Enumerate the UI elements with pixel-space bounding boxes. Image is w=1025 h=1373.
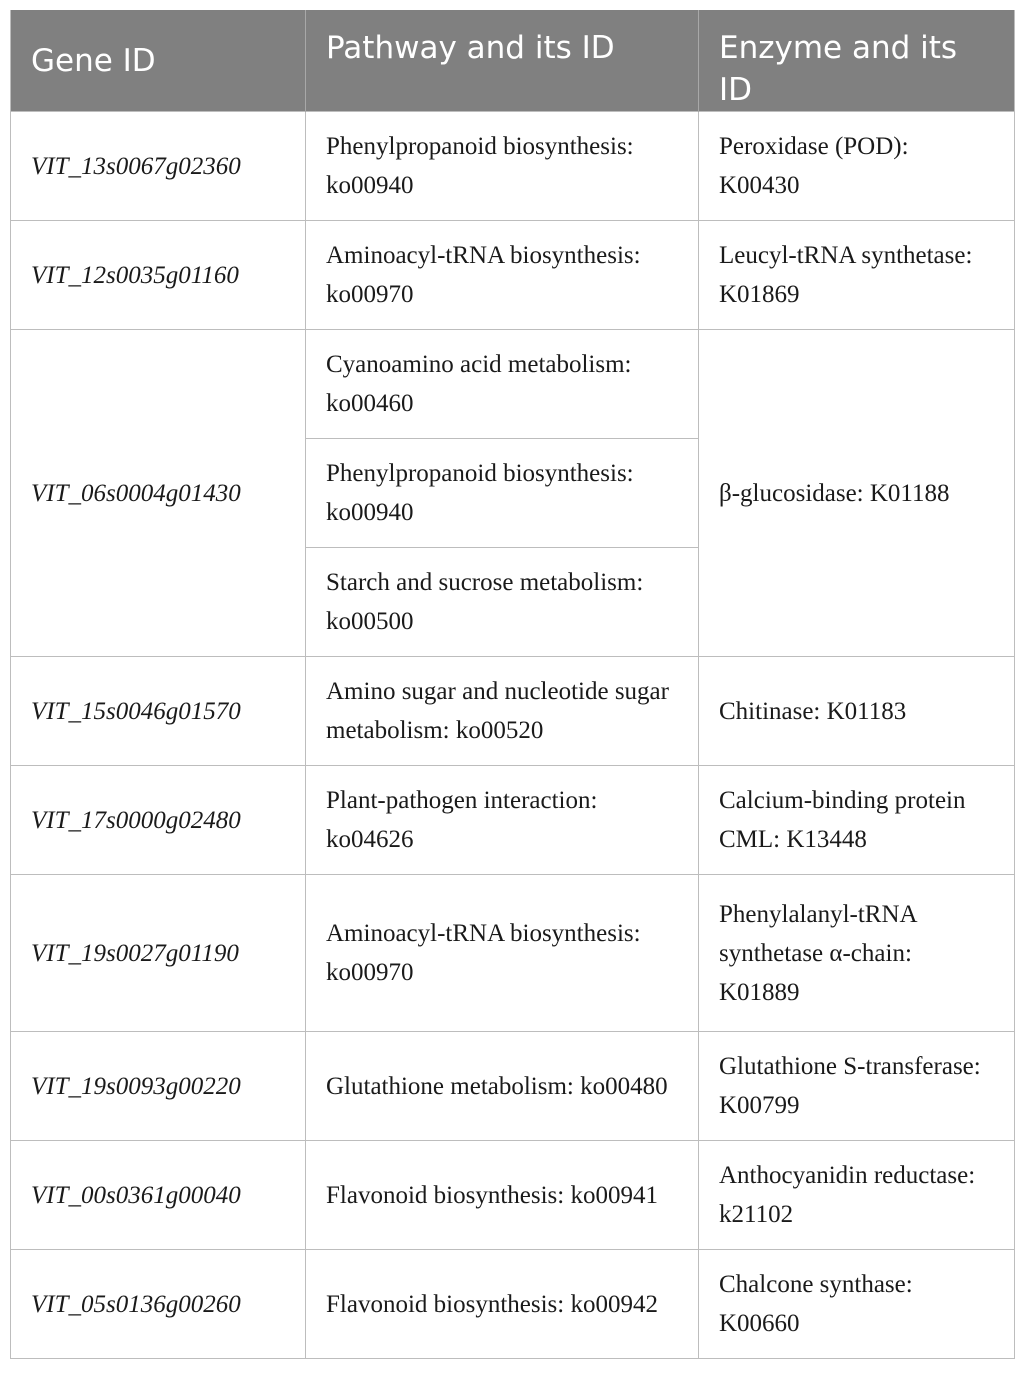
enzyme-cell: Glutathione S-transferase: K00799 xyxy=(699,1032,1015,1141)
enzyme-cell: Anthocyanidin reductase: k21102 xyxy=(699,1141,1015,1250)
enzyme-cell: Peroxidase (POD): K00430 xyxy=(699,112,1015,221)
pathway-cell: Starch and sucrose metabolism: ko00500 xyxy=(306,548,699,657)
table-row xyxy=(11,1032,1015,1141)
gene-id-cell: VIT_13s0067g02360 xyxy=(11,112,306,221)
header-pathway: Pathway and its ID xyxy=(306,10,699,112)
pathway-cell: Flavonoid biosynthesis: ko00941 xyxy=(306,1141,699,1250)
enzyme-cell: Chitinase: K01183 xyxy=(699,657,1015,766)
gene-id-cell: VIT_17s0000g02480 xyxy=(11,766,306,875)
table-row xyxy=(11,1250,1015,1359)
gene-id-cell: VIT_00s0361g00040 xyxy=(11,1141,306,1250)
table-row xyxy=(11,112,1015,221)
pathway-cell: Cyanoamino acid metabolism: ko00460 xyxy=(306,330,699,439)
gene-pathway-table xyxy=(10,10,1015,1359)
pathway-cell: Phenylpropanoid biosynthesis: ko00940 xyxy=(306,439,699,548)
gene-id-cell: VIT_12s0035g01160 xyxy=(11,221,306,330)
pathway-cell: Phenylpropanoid biosynthesis: ko00940 xyxy=(306,112,699,221)
table-body xyxy=(11,112,1015,1359)
gene-id-cell: VIT_19s0027g01190 xyxy=(11,875,306,1032)
table-header xyxy=(11,10,1015,112)
pathway-cell: Aminoacyl-tRNA biosynthesis: ko00970 xyxy=(306,875,699,1032)
pathway-cell: Aminoacyl-tRNA biosynthesis: ko00970 xyxy=(306,221,699,330)
table-row xyxy=(11,875,1015,1032)
header-gene-id: Gene ID xyxy=(11,10,306,112)
pathway-cell: Glutathione metabolism: ko00480 xyxy=(306,1032,699,1141)
enzyme-cell: β-glucosidase: K01188 xyxy=(699,330,1015,657)
table-row xyxy=(11,766,1015,875)
table-row xyxy=(11,330,1015,439)
header-enzyme: Enzyme and its ID xyxy=(699,10,1015,112)
pathway-cell: Plant-pathogen interaction: ko04626 xyxy=(306,766,699,875)
gene-id-cell: VIT_15s0046g01570 xyxy=(11,657,306,766)
enzyme-cell: Leucyl-tRNA synthetase: K01869 xyxy=(699,221,1015,330)
pathway-cell: Flavonoid biosynthesis: ko00942 xyxy=(306,1250,699,1359)
gene-id-cell: VIT_05s0136g00260 xyxy=(11,1250,306,1359)
enzyme-cell: Phenylalanyl-tRNA synthetase α-chain: K01889 xyxy=(699,875,1015,1032)
gene-id-cell: VIT_06s0004g01430 xyxy=(11,330,306,657)
table-row xyxy=(11,657,1015,766)
table-row xyxy=(11,221,1015,330)
gene-id-cell: VIT_19s0093g00220 xyxy=(11,1032,306,1141)
enzyme-cell: Chalcone synthase: K00660 xyxy=(699,1250,1015,1359)
pathway-cell: Amino sugar and nucleotide sugar metabolism: ko00520 xyxy=(306,657,699,766)
enzyme-cell: Calcium-binding protein CML: K13448 xyxy=(699,766,1015,875)
table-row xyxy=(11,1141,1015,1250)
